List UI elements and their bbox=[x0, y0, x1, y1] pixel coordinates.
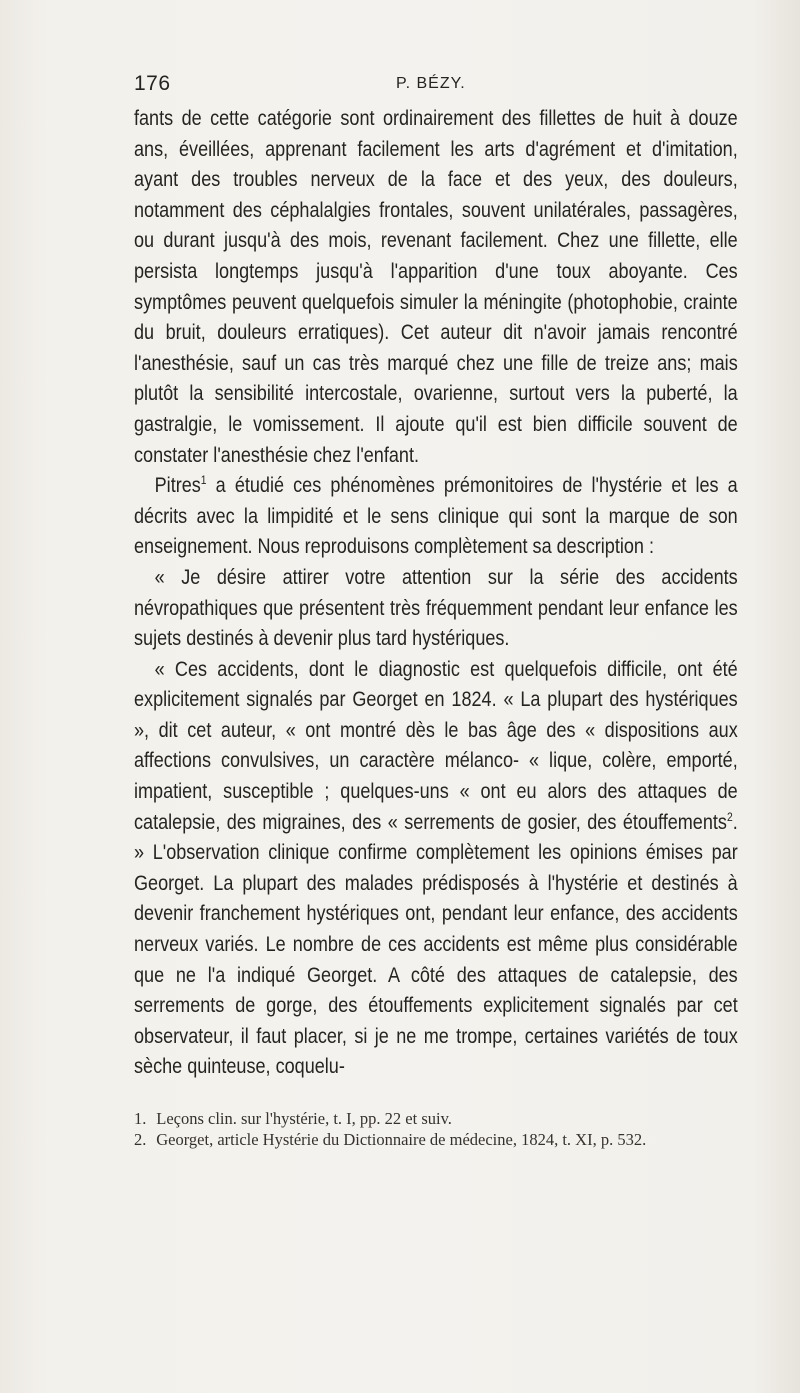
footnote-2 bbox=[134, 1129, 738, 1150]
paragraph-4-continued: . » L'observation clinique confirme complètement les opinions émises par Georget. La plupart des malades prédisposés à l'hystérie et destinés à devenir franchement hystériques ont, pendant leur enfance, des accidents nerveux variés. Le nombre de ces accidents est même plus considérable que ne l'a indiqué Georget. A côté des attaques de catalepsie, des serrements de gorge, des étouffements explicitement signalés par cet observateur, il faut placer, si je ne me trompe, certaines variétés de toux sèche quinteuse, coquelu- bbox=[134, 810, 738, 1079]
paragraph-4-text: « Ces accidents, dont le diagnostic est quelquefois difficile, ont été explicitement signalés par Georget en 1824. « La plupart des hystériques », dit cet auteur, « ont montré dès le bas âge des « dispositions aux affections convulsives, un caractère mélanco- « lique, colère, emporté, impatient, susceptible ; quelques-uns « ont eu alors des attaques de catalepsie, des migraines, des « serrements de gosier, des étouffements bbox=[134, 657, 738, 834]
page-number: 176 bbox=[134, 72, 171, 95]
footnote-2-number: 2. bbox=[134, 1130, 147, 1149]
paragraph-2 bbox=[134, 471, 738, 563]
running-head: P. BÉZY. bbox=[396, 75, 466, 92]
body-text bbox=[134, 104, 738, 1083]
footnote-1-number: 1. bbox=[134, 1109, 147, 1128]
page-header bbox=[134, 72, 738, 102]
paragraph-2-text: a étudié ces phénomènes prémonitoires de l'hystérie et les a décrits avec la limpidité et le sens clinique qui sont la marque de son enseignement. Nous reproduisons complètement sa description : bbox=[134, 474, 738, 559]
footnotes bbox=[134, 1108, 738, 1150]
footnote-mark-1: 1 bbox=[200, 473, 207, 488]
footnote-1 bbox=[134, 1108, 738, 1129]
author-name: Pitres bbox=[154, 474, 201, 498]
paragraph-3: « Je désire attirer votre attention sur la série des accidents névropathiques que présentent très fréquemment pendant leur enfance les sujets destinés à devenir plus tard hystériques. bbox=[134, 565, 738, 651]
footnote-1-text: Leçons clin. sur l'hystérie, t. I, pp. 22 et suiv. bbox=[156, 1109, 452, 1128]
paragraph-4 bbox=[134, 655, 738, 1083]
footnote-mark-2: 2 bbox=[726, 809, 733, 824]
paragraph-1: fants de cette catégorie sont ordinairement des fillettes de huit à douze ans, éveillées, apprenant facilement les arts d'agrément et d'imitation, ayant des troubles nerveux de la face et des yeux, des douleurs, notamment des céphalalgies frontales, souvent unilatérales, passagères, ou durant jusqu'à des mois, revenant facilement. Chez une fillette, elle persista longtemps jusqu'à l'apparition d'une toux aboyante. Ces symptômes peuvent quelquefois simuler la méningite (photophobie, crainte du bruit, douleurs erratiques). Cet auteur dit n'avoir jamais rencontré l'anesthésie, sauf un cas très marqué chez une fille de treize ans; mais plutôt la sensibilité intercostale, ovarienne, surtout vers la puberté, la gastralgie, le vomissement. Il ajoute qu'il est bien difficile souvent de constater l'anesthésie chez l'enfant. bbox=[134, 107, 738, 467]
footnote-2-text: Georget, article Hystérie du Dictionnaire de médecine, 1824, t. XI, p. 532. bbox=[156, 1130, 647, 1149]
